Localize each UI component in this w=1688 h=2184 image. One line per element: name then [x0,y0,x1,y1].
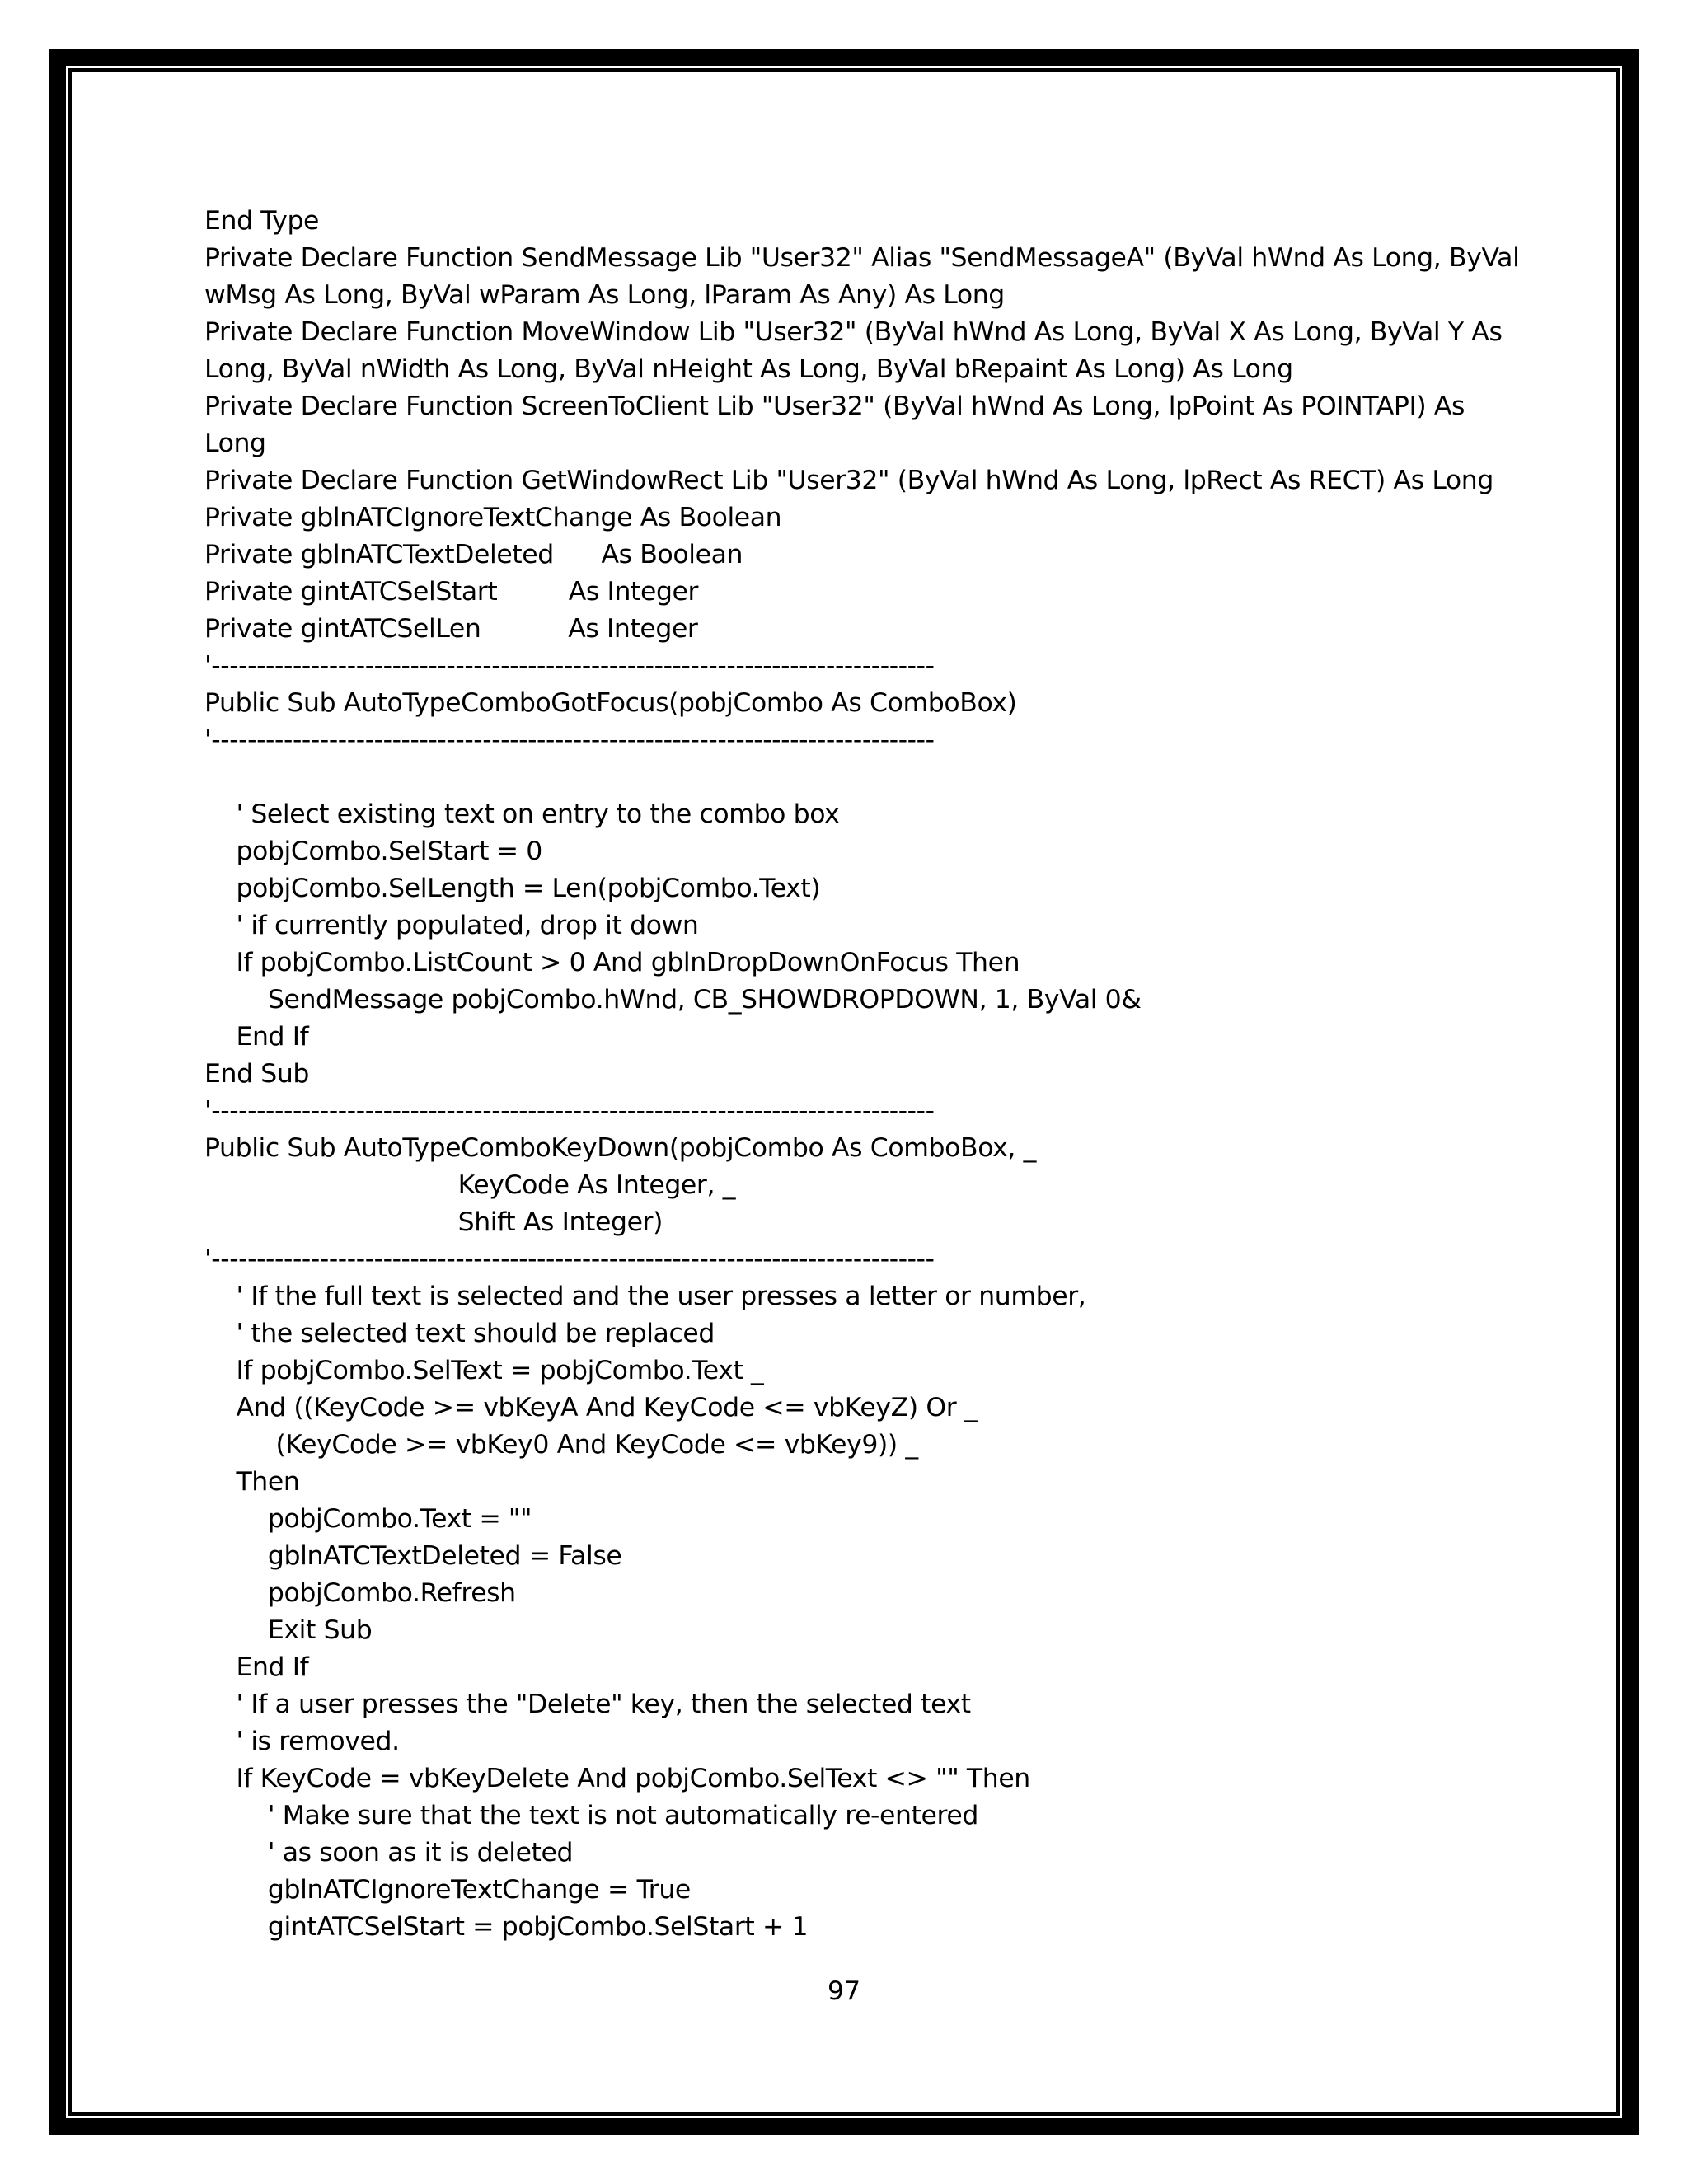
code-line: Long [204,429,266,458]
code-line: pobjCombo.Text = "" [204,1504,532,1534]
code-line: And ((KeyCode >= vbKeyA And KeyCode <= vbKeyZ) Or _ [204,1393,978,1422]
code-line: Then [204,1467,300,1497]
code-line: ' Select existing text on entry to the combo box [204,799,840,829]
separator-comment: '-------------------------------------------------------------------------------- [204,1096,935,1126]
code-line: Shift As Integer) [204,1207,663,1237]
code-line: Public Sub AutoTypeComboGotFocus(pobjCombo As ComboBox) [204,688,1017,718]
separator-comment: '-------------------------------------------------------------------------------- [204,651,935,681]
blank-line [204,759,1490,796]
code-line: End If [204,1652,309,1682]
code-line: If pobjCombo.SelText = pobjCombo.Text _ [204,1356,764,1385]
separator-comment: '-------------------------------------------------------------------------------- [204,725,935,755]
code-line: Private Declare Function SendMessage Lib "User32" Alias "SendMessageA" (ByVal hWnd As Long, ByVal [204,243,1520,273]
code-line: ' is removed. [204,1727,400,1756]
code-line: ' If the full text is selected and the user presses a letter or number, [204,1282,1086,1311]
code-line: Private Declare Function ScreenToClient Lib "User32" (ByVal hWnd As Long, lpPoint As POINTAPI) As [204,391,1465,421]
code-line: Public Sub AutoTypeComboKeyDown(pobjCombo As ComboBox, _ [204,1133,1036,1163]
code-line: pobjCombo.SelStart = 0 [204,837,542,866]
code-line: If KeyCode = vbKeyDelete And pobjCombo.SelText <> "" Then [204,1764,1030,1793]
code-line: (KeyCode >= vbKey0 And KeyCode <= vbKey9)) _ [204,1430,918,1460]
code-line: Private Declare Function MoveWindow Lib "User32" (ByVal hWnd As Long, ByVal X As Long, ByVal Y As [204,317,1503,347]
code-line: Private gblnATCIgnoreTextChange As Boolean [204,503,782,532]
code-line: Private gintATCSelStart As Integer [204,577,699,607]
code-line: Long, ByVal nWidth As Long, ByVal nHeight As Long, ByVal bRepaint As Long) As Long [204,354,1293,384]
code-line: End Type [204,206,320,236]
code-line: Exit Sub [204,1615,373,1645]
code-line: If pobjCombo.ListCount > 0 And gblnDropDownOnFocus Then [204,948,1020,977]
code-listing [204,203,1520,1946]
code-line: KeyCode As Integer, _ [204,1170,736,1200]
code-line: pobjCombo.SelLength = Len(pobjCombo.Text) [204,874,821,903]
code-line: Private gintATCSelLen As Integer [204,614,698,644]
page-number: 97 [827,1976,861,2006]
code-line: gintATCSelStart = pobjCombo.SelStart + 1 [204,1912,809,1942]
code-line: pobjCombo.Refresh [204,1578,516,1608]
code-line: ' Make sure that the text is not automatically re-entered [204,1801,978,1830]
code-line: ' as soon as it is deleted [204,1838,574,1868]
code-line: Private gblnATCTextDeleted As Boolean [204,540,743,569]
code-line: Private Declare Function GetWindowRect Lib "User32" (ByVal hWnd As Long, lpRect As RECT) As Long [204,466,1493,495]
code-line: gblnATCTextDeleted = False [204,1541,622,1571]
code-line: SendMessage pobjCombo.hWnd, CB_SHOWDROPDOWN, 1, ByVal 0& [204,985,1142,1015]
code-line: End If [204,1022,309,1052]
code-line: ' the selected text should be replaced [204,1319,715,1348]
code-line: ' If a user presses the "Delete" key, then the selected text [204,1690,971,1719]
code-line: gblnATCIgnoreTextChange = True [204,1875,691,1905]
separator-comment: '-------------------------------------------------------------------------------- [204,1244,935,1274]
code-line: ' if currently populated, drop it down [204,911,699,940]
code-line: wMsg As Long, ByVal wParam As Long, lParam As Any) As Long [204,280,1005,310]
code-line: End Sub [204,1059,310,1089]
